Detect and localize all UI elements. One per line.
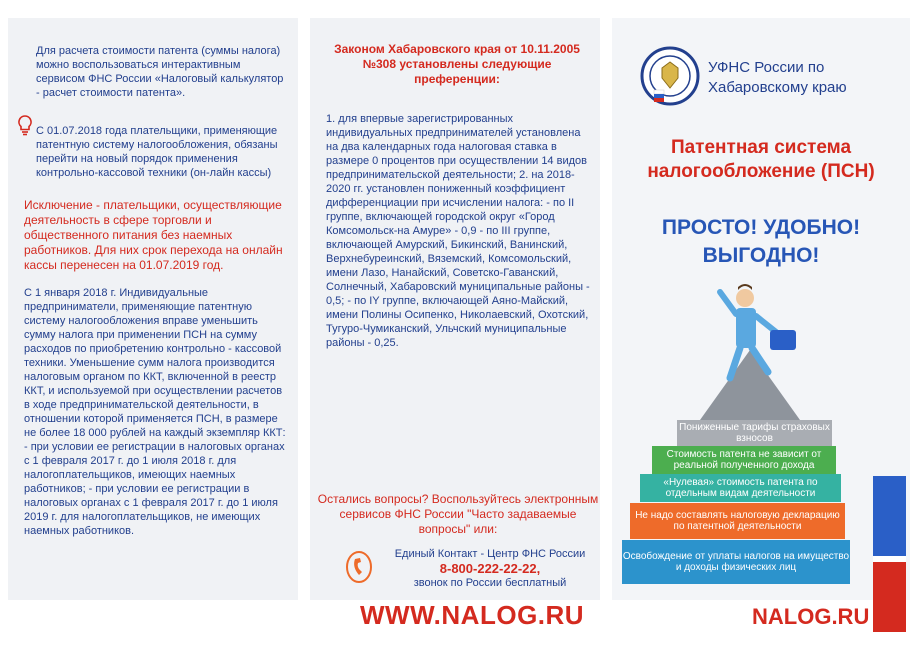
phone-number: 8-800-222-22-22, (439, 561, 541, 576)
flag-stripe-blue (873, 476, 906, 562)
contact-block (380, 548, 600, 590)
tax-reduction-note: С 1 января 2018 г. Индивидуальные предприниматели, применяющие патентную систему налогообложения вправе уменьшить сумму налога при применении ПСН на сумму расходов по приобретению контрольно - кассовой техники. Уменьшение сумм налога производится налоговым органом по ККТ, включенной в реестр ККТ, и используемой при осуществлении расчетов в ходе предпринимательской деятельности, в отношении которой применяется ПСН, в размере не более 18 000 рублей на каждый экземпляр ККТ: - при условии ее регистрации в налоговых органах с 1 февраля 2017 г. до 1 июля 2018 г. для налогоплательщиков, имеющих наемных работников; - при условии ее регистрации в налоговых органах с 1 февраля 2017 г. до 1 июля 2019 г. для налогоплательщиков, не имеющих наемных работников. (24, 287, 286, 537)
law-heading: Законом Хабаровского края от 10.11.2005 №308 установлены следующие преференции: (334, 42, 580, 86)
online-cash-note: С 01.07.2018 года плательщики, применяющие патентную систему налогообложения, обязаны перейти на новый порядок применения контрольно-кассовой техники (он-лайн кассы) (36, 125, 278, 179)
brochure-title: Патентная система налогообложение (ПСН) (647, 137, 875, 182)
phone-note: звонок по России бесплатный (413, 577, 567, 589)
org-name: УФНС России по Хабаровскому краю (708, 59, 847, 96)
exception-note: Исключение - плательщики, осуществляющие деятельность в сфере торговли и общественного питания без наемных работников. Для них срок перехода на онлайн кассы перенесен на 01.07.2019 год. (24, 198, 283, 272)
flag-stripe-red (873, 562, 906, 632)
calculator-note: Для расчета стоимости патента (суммы налога) можно воспользоваться интерактивным сервисом ФНС России «Налоговый калькулятор - расчет стоимости патента». (36, 45, 284, 99)
website-link[interactable]: WWW.NALOG.RU (360, 600, 585, 630)
preferences-text: 1. для впервые зарегистрированных индивидуальных предпринимателей установлена на два календарных года налоговая ставка в размере 0 процентов при осуществлении 14 видов предпринимательской деятельности; 2. на 2018-2020 гг. установлен пониженный коэффициент дифференциации при исчислении налога: - по II группе, включающей городской округ «Город Комсомольск-на Амуре» - 0,9 - по III группе, включающей Амурский, Бикинский, Ванинский, Верхнебуреинский, Вяземский, Комсомольский, имени Лазо, Нанайский, Советско-Гаванский, Солнечный, Хабаровский муниципальные районы - 0,5; - по IY группе, включающей Аяно-Майский, имени Полины Осипенко, Николаевский, Охотский, Тугуро-Чумиканский, Ульчский муниципальные районы - 0,25. (326, 113, 590, 349)
benefit-step-2: Стоимость патента не зависит от реальной полученного дохода (652, 446, 836, 474)
fns-emblem-icon (640, 46, 700, 106)
benefit-step-3: «Нулевая» стоимость патента по отдельным видам деятельности (640, 474, 841, 502)
benefit-step-4: Не надо составлять налоговую декларацию по патентной деятельности (630, 503, 845, 539)
benefit-step-5: Освобождение от уплаты налогов на имущество и доходы физических лиц (622, 540, 850, 584)
lightbulb-icon (16, 114, 34, 136)
contact-label: Единый Контакт - Центр ФНС России (394, 548, 586, 560)
website-link-right[interactable]: NALOG.RU (752, 604, 870, 629)
businessman-illustration (660, 270, 860, 420)
questions-text: Остались вопросы? Воспользуйтесь электронным сервисов ФНС России "Часто задаваемые вопросы" или: (317, 492, 599, 536)
slogan: ПРОСТО! УДОБНО! ВЫГОДНО! (661, 216, 861, 267)
phone-icon (345, 550, 373, 584)
benefit-step-1: Пониженные тарифы страховых взносов (677, 420, 832, 446)
